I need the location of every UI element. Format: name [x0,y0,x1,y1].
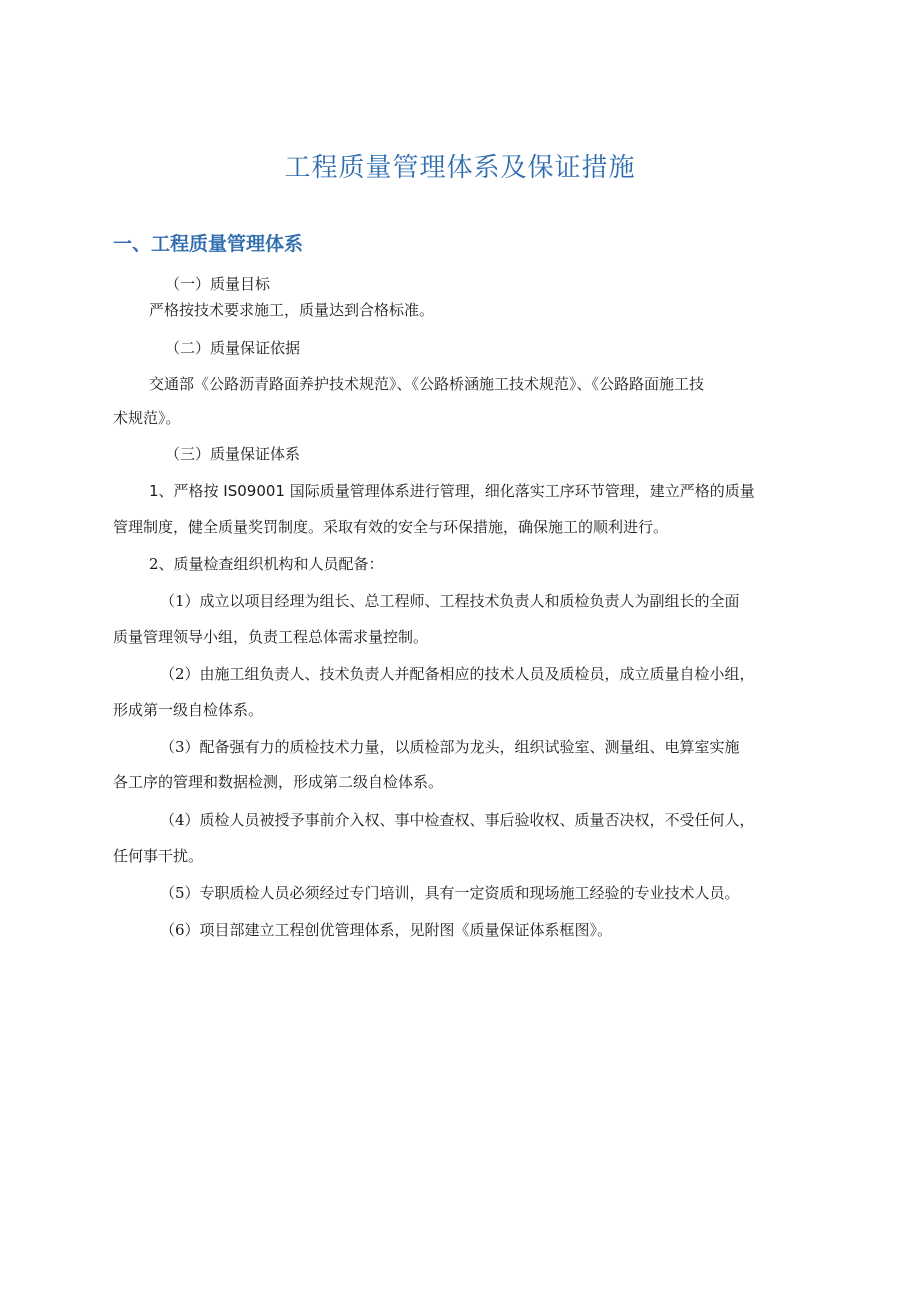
paragraph-subitem4-line1: （4）质检人员被授予事前介入权、事中检查权、事后验收权、质量否决权，不受任何人， [160,811,755,829]
subheading-quality-assurance-system: （三）质量保证体系 [165,445,301,463]
subheading-quality-basis: （二）质量保证依据 [165,339,301,357]
page-title: 工程质量管理体系及保证措施 [284,153,636,183]
paragraph-quality-goal: 严格按技术要求施工，质量达到合格标准。 [149,301,435,319]
paragraph-item2: 2、质量检查组织机构和人员配备： [149,555,384,573]
paragraph-subitem3-line1: （3）配备强有力的质检技术力量，以质检部为龙头，组织试验室、测量组、电算室实施 [160,738,740,756]
paragraph-quality-basis-line2: 术规范》。 [113,409,181,427]
paragraph-subitem5: （5）专职质检人员必须经过专门培训，具有一定资质和现场施工经验的专业技术人员。 [160,884,740,902]
paragraph-item1-line2: 管理制度，健全质量奖罚制度。采取有效的安全与环保措施，确保施工的顺利进行。 [113,518,669,536]
paragraph-subitem1-line1: （1）成立以项目经理为组长、总工程师、工程技术负责人和质检负责人为副组长的全面 [160,592,740,610]
paragraph-subitem6: （6）项目部建立工程创优管理体系，见附图《质量保证体系框图》。 [160,921,613,939]
section-heading-quality-system: 一、工程质量管理体系 [113,233,304,255]
paragraph-subitem2-line1: （2）由施工组负责人、技术负责人并配备相应的技术人员及质检员，成立质量自检小组， [160,665,755,683]
paragraph-subitem1-line2: 质量管理领导小组，负责工程总体需求量控制。 [113,628,429,646]
subheading-quality-goal: （一）质量目标 [165,275,271,293]
paragraph-subitem3-line2: 各工序的管理和数据检测，形成第二级自检体系。 [113,773,444,791]
paragraph-item1-line1: 1、严格按 IS09001 国际质量管理体系进行管理，细化落实工序环节管理，建立严格的质量 [149,482,755,500]
paragraph-subitem4-line2: 任何事干扰。 [113,847,204,865]
paragraph-quality-basis-line1: 交通部《公路沥青路面养护技术规范》、《公路桥涵施工技术规范》、《公路路面施工技 [149,375,705,393]
paragraph-subitem2-line2: 形成第一级自检体系。 [113,701,264,719]
